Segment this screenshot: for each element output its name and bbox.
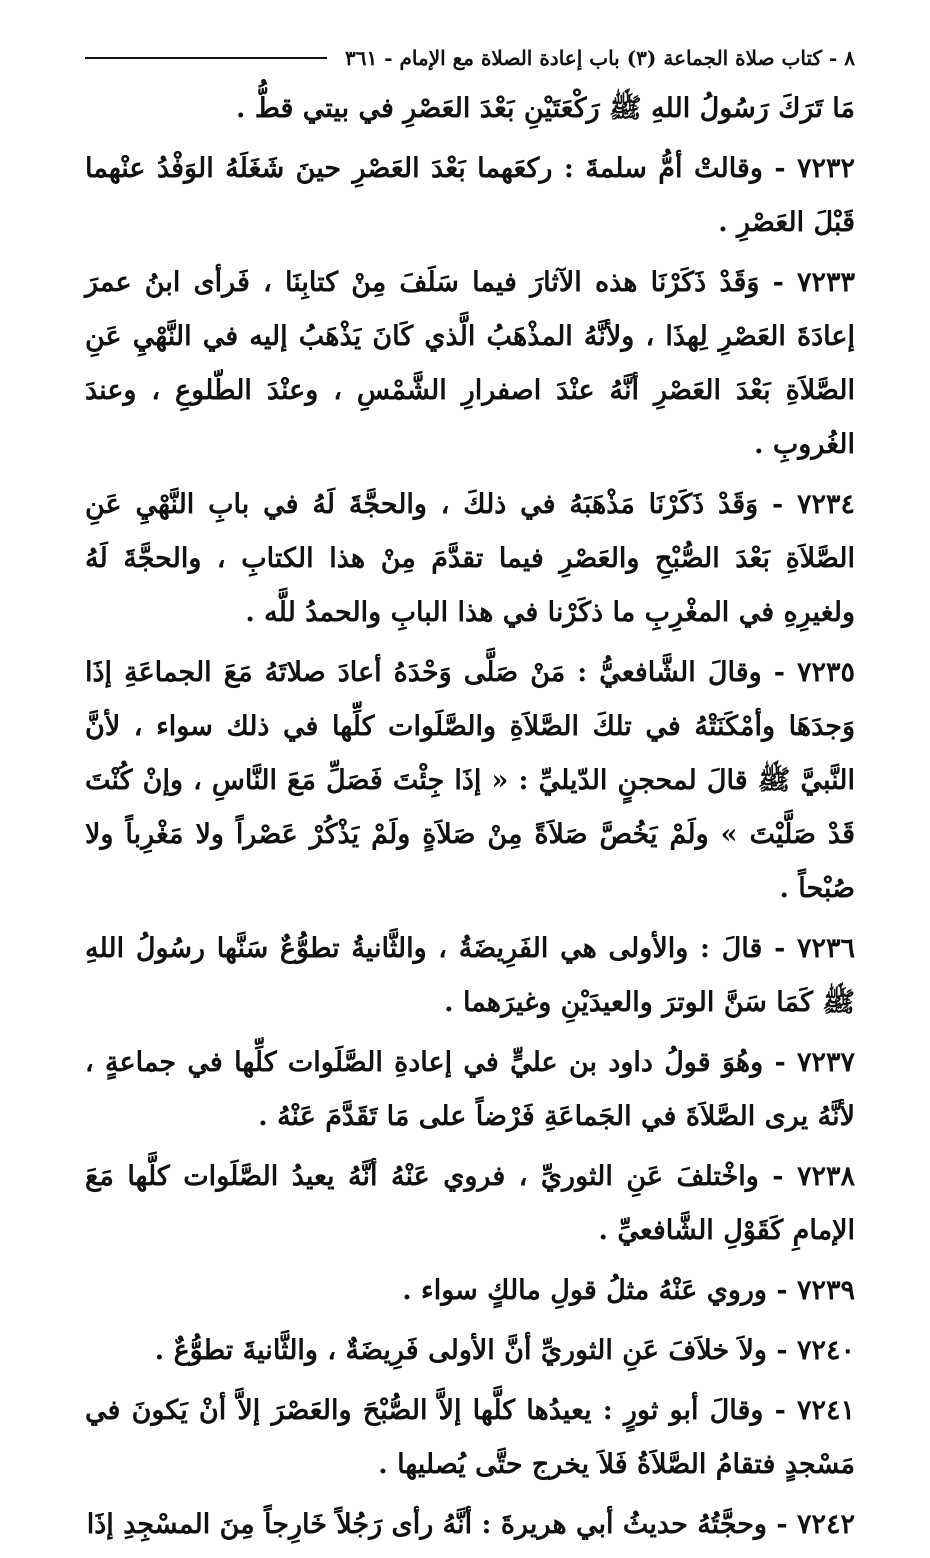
paragraph: ٧٢٤١ - وقالَ أبو ثورٍ : يعيدُها كلَّها إلاَّ الصُّبْحَ والعَصْرَ إلاَّ أنْ يَكونَ في مَسْجدٍ فتقامُ الصَّلاَةُ فَلاَ يخرج حتَّى يُصليها . (85, 1395, 855, 1480)
paragraph: ٧٢٣٤ - وَقَدْ ذَكَرْنَا مَذْهَبَهُ في ذلكَ ، والحجَّةَ لَهُ في بابِ النَّهْيِ عَنِ الصَّلاَةِ بَعْدَ الصُّبْحِ والعَصْرِ فيما تقدَّمَ مِنْ هذا الكتابِ ، والحجَّةَ لَهُ ولغيرِهِ في المغْرِبِ ما ذكَرْنا في هذا البابِ والحمدُ للَّه . (85, 489, 855, 628)
paragraph: ٧٢٣٣ - وَقَدْ ذَكَرْنَا هذه الآثارَ فيما سَلَفَ مِنْ كتابِنَا ، فَرأى ابنُ عمرَ إعادَةَ العَصْرِ لِهذَا ، ولأنَّهُ المذْهَبُ الَّذي كَانَ يَذْهَبُ إليه في النَّهْيِ عَنِ الصَّلاَةِ بَعْدَ العَصْرِ أنَّهُ عنْدَ اصفرارِ الشَّمْسِ ، وعنْدَ الطّلوعِ ، وعندَ الغُروبِ . (85, 267, 855, 460)
paragraph: مَا تَرَكَ رَسُولُ اللهِ ﷺ رَكْعَتَيْنِ بَعْدَ العَصْرِ في بيتي قطُّ . (236, 93, 855, 124)
paragraph: ٧٢٣٧ - وهُوَ قولُ داود بن عليٍّ في إعادةِ الصَّلَوات كلِّها في جماعةٍ ، لأنَّهُ يرى الصَّلاَةَ في الجَماعَةِ فَرْضاً على مَا تَقَدَّمَ عَنْهُ . (85, 1047, 855, 1132)
paragraph: ٧٢٣٨ - واخْتلفَ عَنِ الثوريِّ ، فروي عَنْهُ أنَّهُ يعيدُ الصَّلَوات كلَّها مَعَ الإمامِ كَقَوْلِ الشَّافعيِّ . (85, 1161, 855, 1246)
paragraph: ٧٢٣٦ - قالَ : والأولى هي الفَرِيضَةُ ، والثَّانيةُ تطوُّعٌ سَنَّها رسُولُ اللهِ ﷺ كَمَا سَنَّ الوترَ والعيدَيْنِ وغيرَهما . (85, 933, 855, 1018)
header-text: ٨ - كتاب صلاة الجماعة (٣) باب إعادة الصلاة مع الإمام - ٣٦١ (345, 46, 855, 70)
paragraph: ٧٢٣٩ - وروي عَنْهُ مثلُ قولِ مالكٍ سواء . (402, 1275, 855, 1306)
header-rule (85, 57, 327, 59)
running-header (85, 40, 855, 76)
paragraph: ٧٢٤٠ - ولاَ خلاَفَ عَنِ الثوريِّ أنَّ الأولى فَرِيضَةٌ ، والثَّانيةَ تطوُّعٌ . (154, 1335, 855, 1366)
paragraph: ٧٢٤٢ - وحجَّتُهُ حديثُ أبي هريرةَ : أنَّهُ رأى رَجُلاً خَارِجاً مِنَ المسْجِدِ إذَا (86, 1509, 855, 1540)
paragraph: ٧٢٣٢ - وقالتْ أمُّ سلمةَ : ركعَهما بَعْدَ العَصْرِ حينَ شَغَلَهُ الوَفْدُ عنْهما قَبْلَ العَصْرِ . (85, 153, 855, 238)
page-body (85, 82, 855, 1558)
paragraph: ٧٢٣٥ - وقالَ الشَّافعيُّ : مَنْ صَلَّى وَحْدَهُ أعادَ صلاتَهُ مَعَ الجماعَةِ إذَا وَجدَهَا وأمْكَنَتْهُ في تلكَ الصَّلاَةِ والصَّلَوات كلِّها في ذلك سواء ، لأنَّ النَّبيَّ ﷺ قالَ لمحجنٍ الدّيليِّ : « إذَا جِئْتَ فَصَلِّ مَعَ النَّاسِ ، وإنْ كُنْتَ قَدْ صَلَّيْتَ » ولَمْ يَخُصَّ صَلاَةً مِنْ صَلاَةٍ ولَمْ يَذْكُرْ عَصْراً ولا مَغْرِباً ولا صُبْحاً . (85, 657, 855, 904)
